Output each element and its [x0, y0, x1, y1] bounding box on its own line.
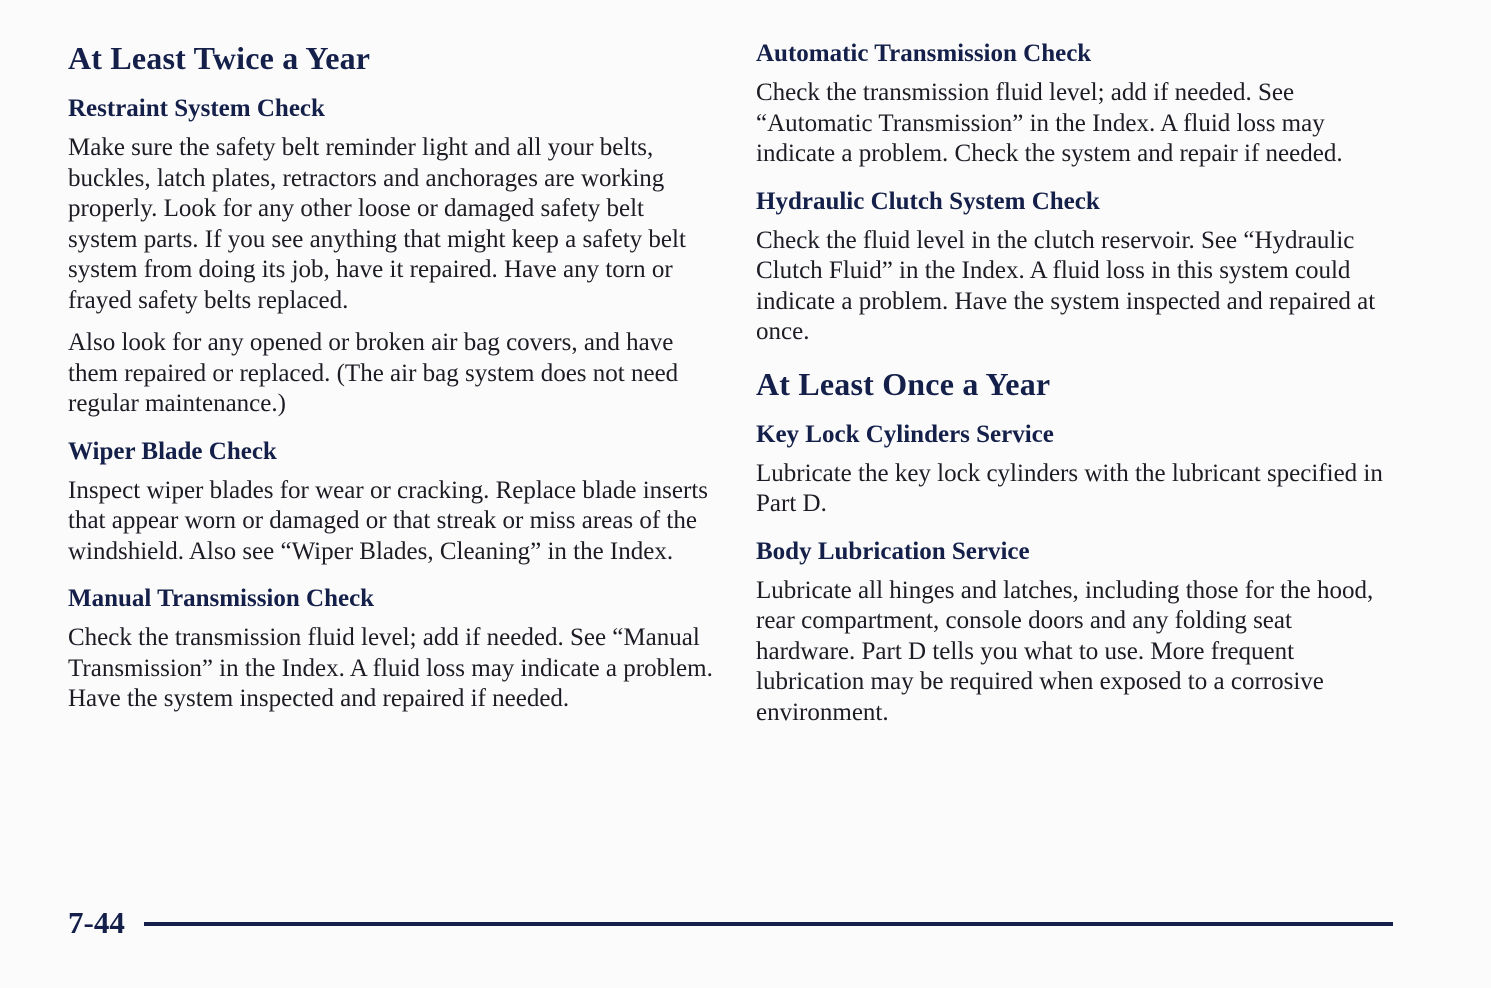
paragraph: Make sure the safety belt reminder light and all your belts, buckles, latch plates, retractors and anchorages are working properly. Look for any other loose or damaged safety belt system parts. If you see anything that might keep a safety belt system from doing its job, have it repaired. Have any torn or frayed safety belts replaced.	[68, 134, 686, 314]
section-title: Wiper Blade Check	[68, 437, 277, 465]
section-manual-transmission-check	[68, 585, 713, 715]
page-footer	[68, 905, 1393, 945]
section-title: Restraint System Check	[68, 95, 325, 122]
section-key-lock-cylinders-service	[756, 421, 1396, 520]
section-body-lubrication-service	[756, 538, 1396, 729]
heading-twice-a-year: At Least Twice a Year	[68, 40, 371, 76]
section-automatic-transmission-check	[756, 40, 1396, 170]
heading-once-a-year: At Least Once a Year	[756, 365, 1051, 402]
paragraph: Check the transmission fluid level; add if needed. See “Manual Transmission” in the Index. A fluid loss may indicate a problem. Have the system inspected and repaired if needed.	[68, 624, 713, 712]
paragraph: Also look for any opened or broken air bag covers, and have them repaired or replaced. (The air bag system does not need regular maintenance.)	[68, 329, 679, 417]
paragraph: Lubricate the key lock cylinders with the lubricant specified in Part D.	[756, 459, 1383, 517]
section-title: Manual Transmission Check	[68, 585, 375, 612]
paragraph: Check the transmission fluid level; add if needed. See “Automatic Transmission” in the Index. A fluid loss may indicate a problem. Check the system and repair if needed.	[756, 79, 1343, 167]
section-restraint-system-check	[68, 95, 713, 420]
paragraph: Inspect wiper blades for wear or cracking. Replace blade inserts that appear worn or damaged or that streak or miss areas of the windshield. Also see “Wiper Blades, Cleaning” in the Index.	[68, 476, 709, 565]
footer-rule	[144, 922, 1393, 926]
left-column	[68, 40, 713, 733]
section-title: Automatic Transmission Check	[756, 40, 1092, 67]
section-title: Key Lock Cylinders Service	[756, 420, 1054, 448]
section-title: Body Lubrication Service	[756, 537, 1030, 565]
section-title: Hydraulic Clutch System Check	[756, 187, 1100, 215]
paragraph: Lubricate all hinges and latches, including those for the hood, rear compartment, console doors and any folding seat hardware. Part D tells you what to use. More frequent lubrication may be required when exposed to a corrosive environment.	[756, 576, 1374, 726]
right-column	[756, 40, 1396, 746]
paragraph: Check the fluid level in the clutch reservoir. See “Hydraulic Clutch Fluid” in the Index. A fluid loss in this system could indicate a problem. Have the system inspected and repaired at once.	[756, 226, 1376, 345]
section-hydraulic-clutch-system-check	[756, 188, 1396, 348]
section-wiper-blade-check	[68, 438, 713, 568]
page-number: 7-44	[68, 905, 125, 940]
